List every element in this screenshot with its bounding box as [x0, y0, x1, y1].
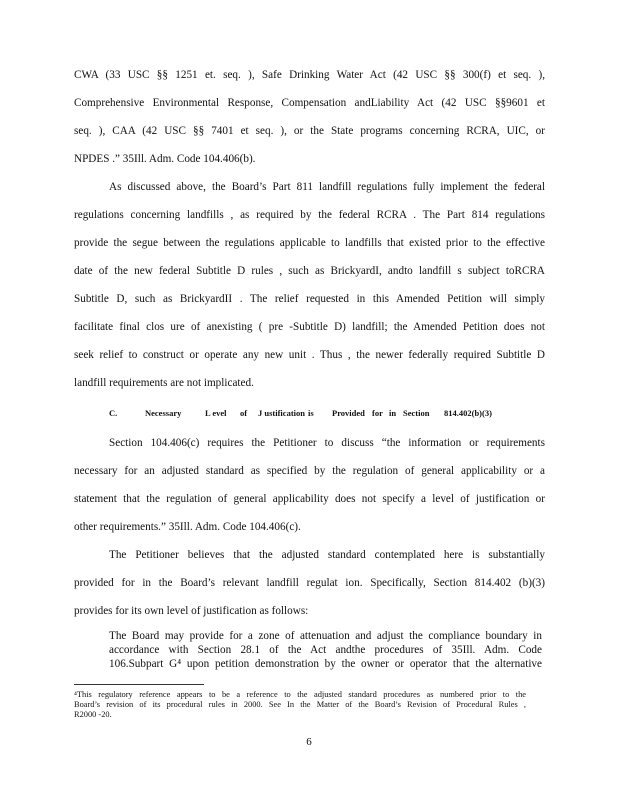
footnote-line-2: Board’s revision of its procedural rules in 2000. See In the Matter of the Board’s Revision of Procedural Rules ,	[74, 700, 526, 709]
paragraph4-line-2: provided for in the Board’s relevant landfill regulat ion. Specifically, Section 814.402 (b)(3)	[74, 577, 545, 589]
heading-word: Provided	[332, 408, 365, 418]
paragraph2-line-8: landfill requirements are not implicated.	[74, 377, 254, 389]
paragraph3-line-3: statement that the regulation of general applicability does not specify a level of justification or	[74, 493, 545, 505]
paragraph2-line-3: provide the segue between the regulations applicable to landfills that existed prior to the effective	[74, 237, 545, 249]
heading-word: is	[308, 408, 314, 418]
paragraph2-line-4: date of the new federal Subtitle D rules , such as BrickyardI, andto landfill s subject toRCRA	[74, 265, 545, 277]
paragraph1-line-4: NPDES .” 35Ill. Adm. Code 104.406(b).	[74, 153, 256, 165]
heading-word: for	[372, 408, 383, 418]
footnote-separator	[74, 684, 204, 685]
paragraph1-line-1: CWA (33 USC §§ 1251 et. seq. ), Safe Drinking Water Act (42 USC §§ 300(f) et seq. ),	[74, 69, 545, 81]
heading-word: in	[389, 408, 397, 418]
paragraph3-line-1: Section 104.406(c) requires the Petitioner to discuss “the information or requirements	[109, 437, 545, 449]
paragraph3-line-2: necessary for an adjusted standard as specified by the regulation of general applicability or a	[74, 465, 545, 477]
heading-word: Section	[403, 408, 430, 418]
paragraph2-line-6: facilitate final clos ure of anexisting ( pre -Subtitle D) landfill; the Amended Petition does not	[74, 321, 545, 333]
paragraph1-line-3: seq. ), CAA (42 USC §§ 7401 et seq. ), or the State programs concerning RCRA, UIC, or	[74, 125, 545, 137]
heading-word: J ustification	[258, 408, 305, 418]
heading-letter: C.	[109, 408, 118, 418]
page-number: 6	[306, 736, 312, 748]
paragraph2-line-7: seek relief to construct or operate any new unit . Thus , the newer federally required Subtitle D	[74, 349, 545, 361]
paragraph2-line-1: As discussed above, the Board’s Part 811 landfill regulations fully implement the federal	[109, 181, 545, 193]
paragraph4-line-1: The Petitioner believes that the adjusted standard contemplated here is substantially	[109, 549, 545, 561]
paragraph2-line-5: Subtitle D, such as BrickyardII . The relief requested in this Amended Petition will simply	[74, 293, 545, 305]
block-quote-line-2: accordance with Section 28.1 of the Act andthe procedures of 35Ill. Adm. Code	[109, 644, 542, 656]
heading-word: 814.402(b)(3)	[444, 408, 492, 418]
footnote-line-3: R2000 -20.	[74, 710, 112, 719]
heading-word: L evel	[205, 408, 227, 418]
block-quote-line-3: 106.Subpart G⁴ upon petition demonstration by the owner or operator that the alternative	[109, 658, 542, 670]
block-quote-line-1: The Board may provide for a zone of attenuation and adjust the compliance boundary in	[109, 630, 542, 642]
heading-word: of	[240, 408, 248, 418]
paragraph3-line-4: other requirements.” 35Ill. Adm. Code 104.406(c).	[74, 521, 301, 533]
paragraph1-line-2: Comprehensive Environmental Response, Compensation andLiability Act (42 USC §§9601 et	[74, 97, 545, 109]
paragraph4-line-3: provides for its own level of justification as follows:	[74, 605, 309, 617]
heading-word: Necessary	[145, 408, 182, 418]
footnote-line-1: ⁴This regulatory reference appears to be a reference to the adjusted standard procedures as numbered prior to the	[74, 690, 526, 699]
paragraph2-line-2: regulations concerning landfills , as required by the federal RCRA . The Part 814 regulations	[74, 209, 545, 221]
